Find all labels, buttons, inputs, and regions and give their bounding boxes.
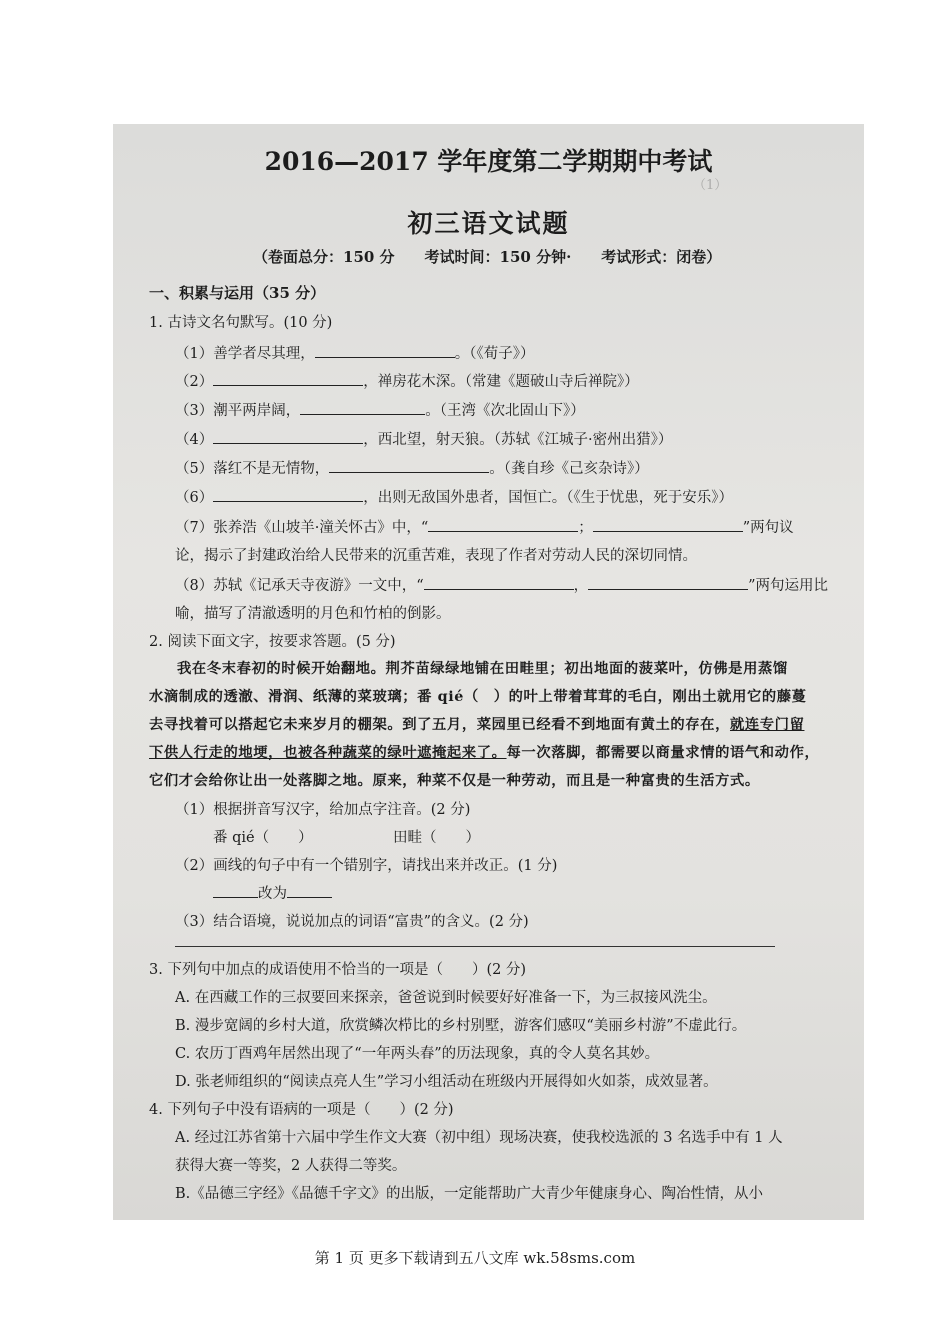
q1-item (175, 486, 733, 507)
q1-item-7 (175, 516, 794, 537)
exam-meta: （卷面总分：150 分 考试时间：150 分钟· 考试形式：闭卷） (253, 248, 722, 266)
passage-line: 水滴制成的透澈、滑润、纸薄的菜玻璃；番 qié（ ）的叶上带着茸茸的毛白，刚出土就用它的藤蔓 (149, 689, 807, 705)
question-2-stem: 2. 阅读下面文字，按要求答题。(5 分) (149, 634, 396, 650)
q2-sub-1-fill-a[interactable]: 番 qié（ ） (213, 830, 313, 846)
q1-item-text: （7）张养浩《山坡羊·潼关怀古》中，“ (175, 520, 429, 536)
exam-title: 2016—2017 学年度第二学期期中考试 (264, 147, 713, 176)
answer-blank[interactable] (213, 487, 363, 502)
answer-blank[interactable] (428, 517, 578, 532)
answer-blank[interactable] (300, 400, 425, 415)
q1-item-source: 。（龚自珍《己亥杂诗》） (489, 461, 649, 477)
q1-item (175, 457, 649, 478)
q1-item-text: （5）落红不是无情物， (175, 461, 330, 477)
q1-item-source: 。（王湾《次北固山下》） (425, 403, 585, 419)
answer-blank[interactable] (588, 575, 748, 590)
q2-sub-2: （2）画线的句子中有一个错别字，请找出来并改正。(1 分) (175, 858, 558, 874)
q1-item (175, 342, 534, 363)
q4-option[interactable]: A. 经过江苏省第十六届中学生作文大赛（初中组）现场决赛，使我校选派的 3 名选手中有 1 人 (175, 1130, 783, 1146)
answer-blank[interactable] (287, 883, 332, 898)
q3-option[interactable]: C. 农历丁酉鸡年居然出现了“一年两头春”的历法现象，真的令人莫名其妙。 (175, 1046, 660, 1062)
q1-item-text: （3）潮平两岸阔， (175, 403, 301, 419)
answer-line[interactable] (175, 946, 775, 947)
passage-line (149, 714, 804, 734)
q1-item (175, 428, 672, 449)
passage-line (149, 742, 819, 762)
passage-line: 我在冬末春初的时候开始翻地。荆芥苗绿绿地铺在田畦里；初出地面的菠菜叶，仿佛是用蒸馏 (177, 661, 788, 677)
exam-paper-photo (113, 124, 864, 1220)
q1-item-text: （8）苏轼《记承天寺夜游》一文中，“ (175, 578, 424, 594)
section-heading: 一、积累与运用（35 分） (149, 284, 326, 302)
q1-item-text: （4） (175, 432, 214, 448)
page-footer: 第 1 页 更多下载请到五八文库 wk.58sms.com (314, 1249, 636, 1267)
q3-option[interactable]: B. 漫步宽阔的乡村大道，欣赏鳞次栉比的乡村别墅，游客们感叹“美丽乡村游”不虚此行。 (175, 1018, 747, 1034)
q1-item (175, 370, 639, 391)
q1-item-source: 。（《荀子》） (454, 346, 535, 362)
q1-item-8-cont: 喻，描写了清澈透明的月色和竹柏的倒影。 (175, 606, 451, 622)
q1-item (175, 399, 585, 420)
q4-option-cont: 获得大赛一等奖，2 人获得二等奖。 (175, 1158, 407, 1174)
q1-item-source: ，西北望，射天狼。（苏轼《江城子·密州出猎》） (363, 432, 673, 448)
q1-item-text: （1）善学者尽其理， (175, 346, 315, 362)
q1-item-text: （6） (175, 490, 214, 506)
question-4-stem: 4. 下列句子中没有语病的一项是（ ）(2 分) (149, 1102, 454, 1118)
q1-item-8 (175, 574, 828, 595)
q1-item-text: ”两句运用比 (748, 578, 829, 594)
q2-sub-2-fill (213, 882, 332, 903)
q1-item-text: ”两句议 (742, 520, 794, 536)
q1-item-text: （2） (175, 374, 214, 390)
answer-blank[interactable] (424, 575, 574, 590)
q1-item-text: ； (578, 520, 593, 536)
passage-text: 每一次落脚，都需要以商量求情的语气和动作， (506, 745, 820, 761)
answer-blank[interactable] (213, 371, 363, 386)
q1-item-source: ，出则无敌国外患者，国恒亡。（《生于忧患，死于安乐》） (363, 490, 733, 506)
underlined-sentence: 下供人行走的地埂，也被各种蔬菜的绿叶遮掩起来了。 (149, 745, 507, 761)
q2-sub-2-label: 改为 (258, 886, 287, 902)
underlined-sentence: 就连专门留 (729, 717, 805, 733)
q3-option[interactable]: D. 张老师组织的“阅读点亮人生”学习小组活动在班级内开展得如火如荼，成效显著。 (175, 1074, 718, 1090)
answer-blank[interactable] (329, 458, 489, 473)
q1-item-source: ，禅房花木深。（常建《题破山寺后禅院》） (363, 374, 639, 390)
q1-item-text: ， (573, 578, 589, 594)
answer-blank[interactable] (213, 883, 258, 898)
q2-sub-1: （1）根据拼音写汉字，给加点字注音。(2 分) (175, 802, 471, 818)
exam-subtitle: 初三语文试题 (407, 209, 570, 238)
q1-item-7-cont: 论，揭示了封建政治给人民带来的沉重苦难，表现了作者对劳动人民的深切同情。 (175, 548, 697, 564)
answer-blank[interactable] (593, 517, 743, 532)
q4-option[interactable]: B.《品德三字经》《品德千字文》的出版，一定能帮助广大青少年健康身心、陶冶性情，从小 (175, 1186, 764, 1202)
answer-blank[interactable] (315, 343, 455, 358)
q2-sub-1-fill-b[interactable]: 田畦（ ） (393, 830, 480, 846)
q2-sub-3: （3）结合语境，说说加点的词语“富贵”的含义。(2 分) (175, 914, 529, 930)
question-1-stem: 1. 古诗文名句默写。(10 分) (149, 315, 333, 331)
bleed-through-text (733, 374, 837, 393)
passage-line: 它们才会给你让出一处落脚之地。原来，种菜不仅是一种劳动，而且是一种富贵的生活方式。 (149, 773, 760, 789)
question-3-stem: 3. 下列句中加点的成语使用不恰当的一项是（ ）(2 分) (149, 962, 527, 978)
bleed-through-text: （1） (693, 178, 838, 193)
q3-option[interactable]: A. 在西藏工作的三叔要回来探亲，爸爸说到时候要好好准备一下，为三叔接风洗尘。 (175, 990, 717, 1006)
answer-blank[interactable] (213, 429, 363, 444)
passage-text: 去寻找着可以搭起它未来岁月的棚架。到了五月，菜园里已经看不到地面有黄土的存在， (149, 717, 730, 733)
bleed-through-text (713, 259, 856, 278)
